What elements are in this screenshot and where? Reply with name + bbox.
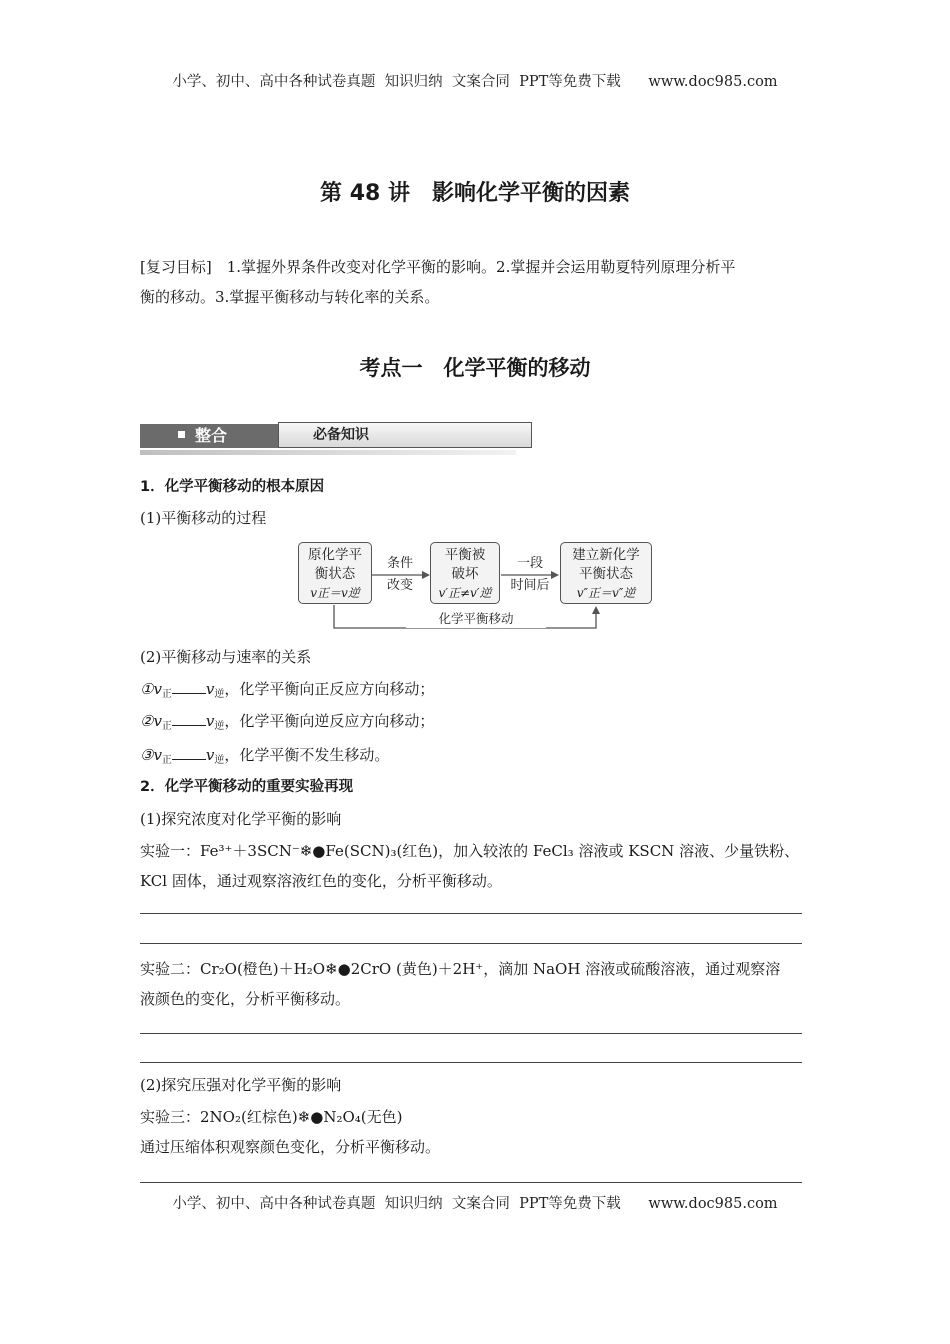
flow-box-broken: 平衡被 破坏 v′正≠v′逆 — [430, 542, 500, 604]
item1-sub1: (1)平衡移动的过程 — [140, 509, 267, 527]
item2-sub1: (1)探究浓度对化学平衡的影响 — [140, 810, 342, 828]
rate-relation-2: $②v_正$ $v_逆$，化学平衡向逆反应方向移动； — [140, 712, 435, 732]
experiment-2 — [140, 954, 830, 1014]
flow-label-shift: 化学平衡移动 — [406, 610, 546, 628]
square-bullet-icon — [178, 431, 185, 438]
banner-right-tab: 必备知识 — [278, 422, 532, 448]
review-goal-line1: 1.掌握外界条件改变对化学平衡的影响。2.掌握并会运用勒夏特列原理分析平 — [226, 258, 736, 276]
flow-label-time: 一段 时间后 — [510, 556, 550, 593]
experiment-2-line1: 实验二：Cr₂O(橙色)＋H₂O❄●2CrO (黄色)＋2H⁺，滴加 NaOH 溶液或硫酸溶液，通过观察溶 — [140, 960, 781, 978]
bottom-arrow-head — [592, 606, 600, 614]
section-title: 考点一 化学平衡的移动 — [359, 356, 591, 380]
experiment-3 — [140, 1102, 820, 1162]
answer-blank[interactable] — [172, 711, 206, 726]
experiment-1-line2: KCl 固体，通过观察溶液红色的变化，分析平衡移动。 — [140, 872, 502, 890]
item1-heading: 1．化学平衡移动的根本原因 — [140, 479, 325, 495]
answer-line[interactable] — [140, 1062, 802, 1063]
rate-relation-3: $③v_正$ $v_逆$，化学平衡不发生移动。 — [140, 746, 390, 766]
page-footer: 小学、初中、高中各种试卷真题 知识归纳 文案合同 PPT等免费下载 www.doc985.com — [172, 1196, 778, 1212]
experiment-3-line2: 通过压缩体积观察颜色变化，分析平衡移动。 — [140, 1138, 441, 1156]
banner-left: 整合 — [140, 424, 280, 448]
answer-line[interactable] — [140, 1033, 802, 1034]
review-goal-label: [复习目标] — [140, 258, 212, 276]
answer-line[interactable] — [140, 913, 802, 914]
item2-heading: 2．化学平衡移动的重要实验再现 — [140, 779, 354, 795]
item1-sub2: (2)平衡移动与速率的关系 — [140, 648, 312, 666]
flow-label-condition: 条件 改变 — [386, 556, 413, 593]
answer-line[interactable] — [140, 943, 802, 944]
flow-box-new: 建立新化学 平衡状态 v″正＝v″逆 — [560, 542, 652, 604]
experiment-1-line1: 实验一：Fe³⁺＋3SCN⁻❄●Fe(SCN)₃(红色)，加入较浓的 FeCl₃ 溶液或 KSCN 溶液、少量铁粉、 — [140, 842, 800, 860]
experiment-2-line2: 液颜色的变化，分析平衡移动。 — [140, 990, 351, 1008]
banner-underline — [140, 450, 516, 455]
flow-box-original: 原化学平 衡状态 v正＝v逆 — [298, 542, 372, 604]
item2-sub2: (2)探究压强对化学平衡的影响 — [140, 1076, 342, 1094]
equilibrium-flow-diagram — [296, 538, 656, 638]
footer-divider — [140, 1182, 802, 1183]
experiment-3-line1: 实验三：2NO₂(红棕色)❄●N₂O₄(无色) — [140, 1108, 403, 1126]
section-banner — [140, 422, 516, 454]
page-header: 小学、初中、高中各种试卷真题 知识归纳 文案合同 PPT等免费下载 www.doc985.com — [172, 74, 778, 90]
answer-blank[interactable] — [172, 745, 206, 760]
rate-relation-1: $①v_正$ $v_逆$，化学平衡向正反应方向移动； — [140, 680, 435, 700]
experiment-1 — [140, 836, 830, 896]
review-goal — [140, 252, 820, 312]
lecture-title: 第 48 讲 影响化学平衡的因素 — [320, 181, 630, 206]
review-goal-line2: 衡的移动。3.掌握平衡移动与转化率的关系。 — [140, 288, 440, 306]
answer-blank[interactable] — [172, 679, 206, 694]
